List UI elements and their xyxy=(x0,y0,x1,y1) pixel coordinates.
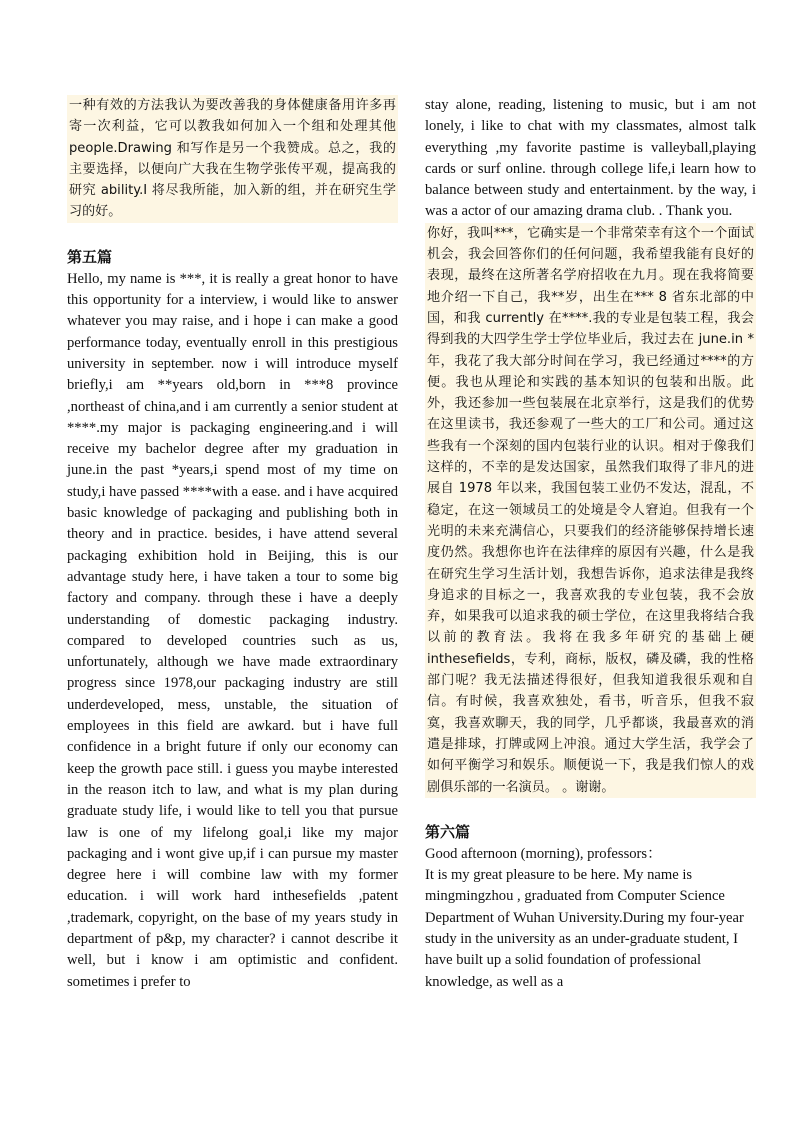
section-heading-5: 第五篇 xyxy=(67,247,113,266)
chinese-paragraph-translation: 你好，我叫***，它确实是一个非常荣幸有这个一个面试机会，我会回答你们的任何问题，我希望我能有良好的表现，最终在这所著名学府招收在九月。现在我将简要地介绍一下自己，我**岁，出生在*** 8 省东北部的中国，和我 currently 在****.我的专业是包装工程，我会得到我的大四学生学士学位毕业后，我过去在 june.in *年，我花了我大部分时间在学习，我已经通过****的方便。我也从理论和实践的基本知识的包装和出版。此外，我还参加一些包装展在北京举行，这是我们的优势在这里读书，我还参观了一些大的工厂和公司。通过这些我有一个深刻的国内包装行业的认识。相对于像我们这样的，不幸的是发达国家，虽然我们取得了非凡的进展自 1978 年以来，我国包装工业仍不发达，混乱，不稳定，在这一领域员工的处境是令人窘迫。但我有一个光明的未来充满信心，只要我们的经济能够保持增长速度仍然。我想你也许在法律痒的原因有兴趣，什么是我在研究生学习生活计划，我想告诉你，追求法律是我终身追求的目标之一，我喜欢我的专业包装，我不会放弃，如果我可以追求我的硕士学位，在这里我将结合我以前的教育法。我将在我多年研究的基础上硬 inthesefields，专利，商标，版权，磷及磷，我的性格部门呢？我无法描述得很好，但我知道我很乐观和自信。有时候，我喜欢独处，看书，听音乐，但我不寂寞，我喜欢聊天，我的同学，几乎都谈，我最喜欢的消遣是排球，打牌或网上冲浪。通过大学生活，我学会了如何平衡学习和娱乐。顺便说一下，我是我们惊人的戏剧俱乐部的一名演员。 。谢谢。 xyxy=(425,223,756,798)
greeting-line: Good afternoon (morning), professors： xyxy=(425,845,662,862)
section-heading-6: 第六篇 xyxy=(425,822,471,841)
right-column xyxy=(425,95,756,993)
english-paragraph-continued: stay alone, reading, listening to music, but i am not lonely, i like to chat with my classmates, almost talk everything ,my favorite pastime is valleyball,playing cards or surf online. through college life,i learn how to balance between study and entertainment. by the way, i was a actor of our amazing drama club. . Thank you. xyxy=(425,97,756,220)
english-paragraph-section-5: Hello, my name is ***, it is really a great honor to have this opportunity for a interview, i would like to answer whatever you may raise, and i hope i can make a good performance today, eventually enroll in this prestigious university in september. now i will introduce myself briefly,i am **years old,born in ***8 province ,northeast of china,and i am currently a senior student at ****.my major is packaging engineering.and i will receive my bachelor degree after my graduation in june.in the past *years,i spend most of my time on study,i have passed ****with a ease. and i have acquired basic knowledge of packaging and publishing both in theory and in practice. besides, i have attend several packaging exhibition hold in Beijing, this is our advantage study here, i have taken a tour to some big factory and company. through these i have a deeply understanding of domestic packaging industry. compared to developed countries such as us, unfortunately, although we have made extraordinary progress since 1978,our packaging industry are still underdeveloped, mess, unstable, the situation of employees in this field are awkard. but i have full confidence in a bright future if only our economy can keep the growth pace still. i guess you maybe interested in the reason itch to law, and what is my plan during graduate study life, i would like to tell you that pursue law is one of my lifelong goal,i like my major packaging and i wont give up,if i can pursue my master degree here i will combine law with my former education. i will work hard inthesefields ,patent ,trademark, copyright, on the base of my years study in department of p&p, my character? i cannot describe it well, but i know i am optimistic and confident. sometimes i prefer to xyxy=(67,270,398,990)
english-paragraph-section-6: It is my great pleasure to be here. My name is mingmingzhou , graduated from Computer Science Department of Wuhan University.During my four-year study in the university as an under-graduate student, I have built up a solid foundation of professional knowledge, as well as a xyxy=(425,867,744,990)
left-column xyxy=(67,95,398,993)
chinese-paragraph-intro: 一种有效的方法我认为要改善我的身体健康备用许多再寄一次利益，它可以教我如何加入一个组和处理其他 people.Drawing 和写作是另一个我赞成。总之，我的主要选择，以便向广大我在生物学张传平观，提高我的研究 ability.I 将尽我所能，加入新的组，并在研究生学习的好。 xyxy=(67,95,398,223)
